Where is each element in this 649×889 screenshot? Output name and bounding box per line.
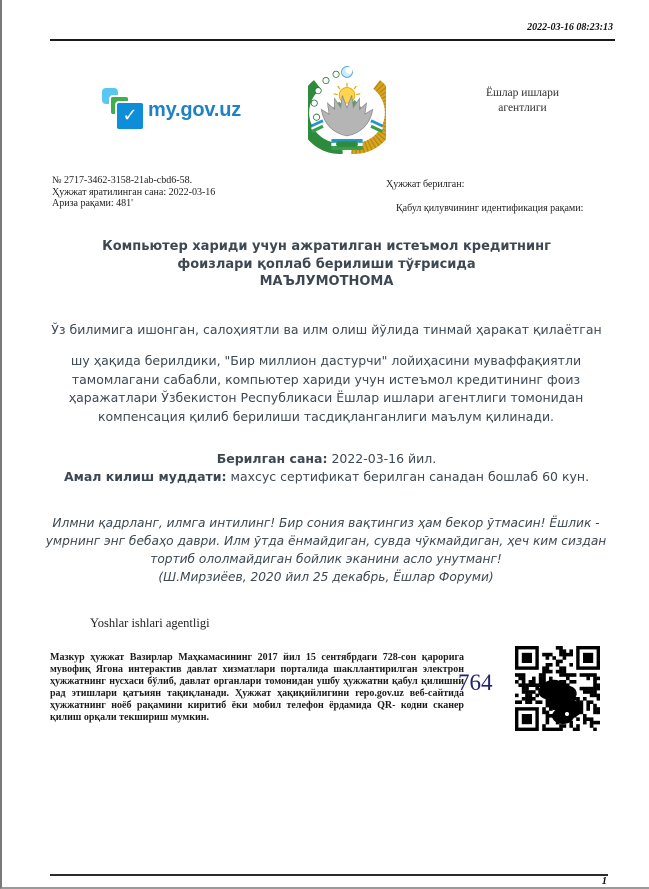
document-number: № 2717-3462-3158-21ab-cbd6-58. [52,175,193,186]
issue-info [2,450,649,486]
title-line2: фоизлари қоплаб берилиши тўғрисида [177,256,476,272]
footer-rule [50,874,608,876]
agency-name [450,86,595,116]
mygovuz-logo-text: my.gov.uz [148,99,242,121]
quote-attribution: (Ш.Мирзиёев, 2020 йил 25 декабрь, Ёшлар Форуми) [158,570,494,584]
header-rule [50,39,615,41]
quote-block [38,514,614,586]
issued-date-line: Берилган сана: 2022-03-16 йил. [216,451,437,466]
issued-to-label: Ҳужжат берилган: [386,179,465,190]
mygovuz-logo-icon [102,88,144,132]
application-number: Ариза рақами: 481' [52,198,133,209]
mygovuz-logo [102,88,322,134]
title-line3: МАЪЛУМОТНОМА [259,274,394,289]
document-created-date: Ҳужжат яратилинган сана: 2022-03-16 [52,186,216,198]
title-line1: Компьютер хариди учун ажратилган истеъмол кредитнинг [102,239,551,254]
signer-name: Yoshlar ishlari agentligi [90,616,210,630]
validity-line: Амал килиш муддати: махсус сертификат берилган санадан бошлаб 60 кун. [63,469,590,484]
logo-checkmark-icon: ✓ [115,101,145,131]
agency-name-line1: Ёшлар ишлари [485,87,560,99]
uzbekistan-emblem-icon [308,64,386,154]
page-number: 1 [601,876,607,887]
document-title [2,238,649,291]
body-intro: Ўз билимига ишонган, салоҳиятли ва илм олиш йўлида тинмай ҳаракат қилаётган [51,322,602,337]
agency-name-line2: агентлиги [498,102,547,114]
print-timestamp: 2022-03-16 08:23:13 [527,22,613,33]
quote-text: Илмни қадрланг, илмга интилинг! Бир сония вақтингиз ҳам бекор ўтмасин! Ёшлик - умрнинг энг бебаҳо даври. Илм ўтда ёнмайдиган, сувда чўкмайдиган, ҳеч ким сиздан тортиб ололмайдиган бойлик эканини асло унутманг! [45,516,607,566]
qr-code-icon [515,646,600,731]
flag-ribbon-right [370,119,383,133]
document-meta [52,175,215,210]
banner [331,139,362,150]
flag-ribbon-left [311,119,324,133]
legal-text: Мазкур ҳужжат Вазирлар Маҳкамасининг 2017 йил 15 сентябрдаги 728-сон қарорига мувофиқ Ягона интерактив давлат хизматлари порталида шакллантирилган электрон ҳужжатнинг нусхаси бўлиб, давлат органлари томонидан ушбу ҳужжатни қабул қилишни рад этишлари қатъиян тақиқланади. Ҳужжат ҳақиқийлигини repo.gov.uz веб-сайтида ҳужжатнинг ноёб рақамини киритиб ёки мобил телефон ёрдамида QR- кодни сканер қилиш орқали текшириш мумкин. [50,652,464,723]
recipient-id-label: Қабул қилувчининг идентификация рақами: [396,203,584,214]
body-paragraph: шу ҳақида берилдики, "Бир миллион дастурчи" лойиҳасини муваффақиятли тамомлагани сабабли, компьютер хариди учун истеъмол кредитининг фоиз ҳаражатлари Ўзбекистон Республикаси Ёшлар ишлари агентлиги томонидан компенсация қилиб берилиши тасдиқланганлиги маълум қилинади. [68,353,584,424]
document-code: 764 [458,670,493,695]
